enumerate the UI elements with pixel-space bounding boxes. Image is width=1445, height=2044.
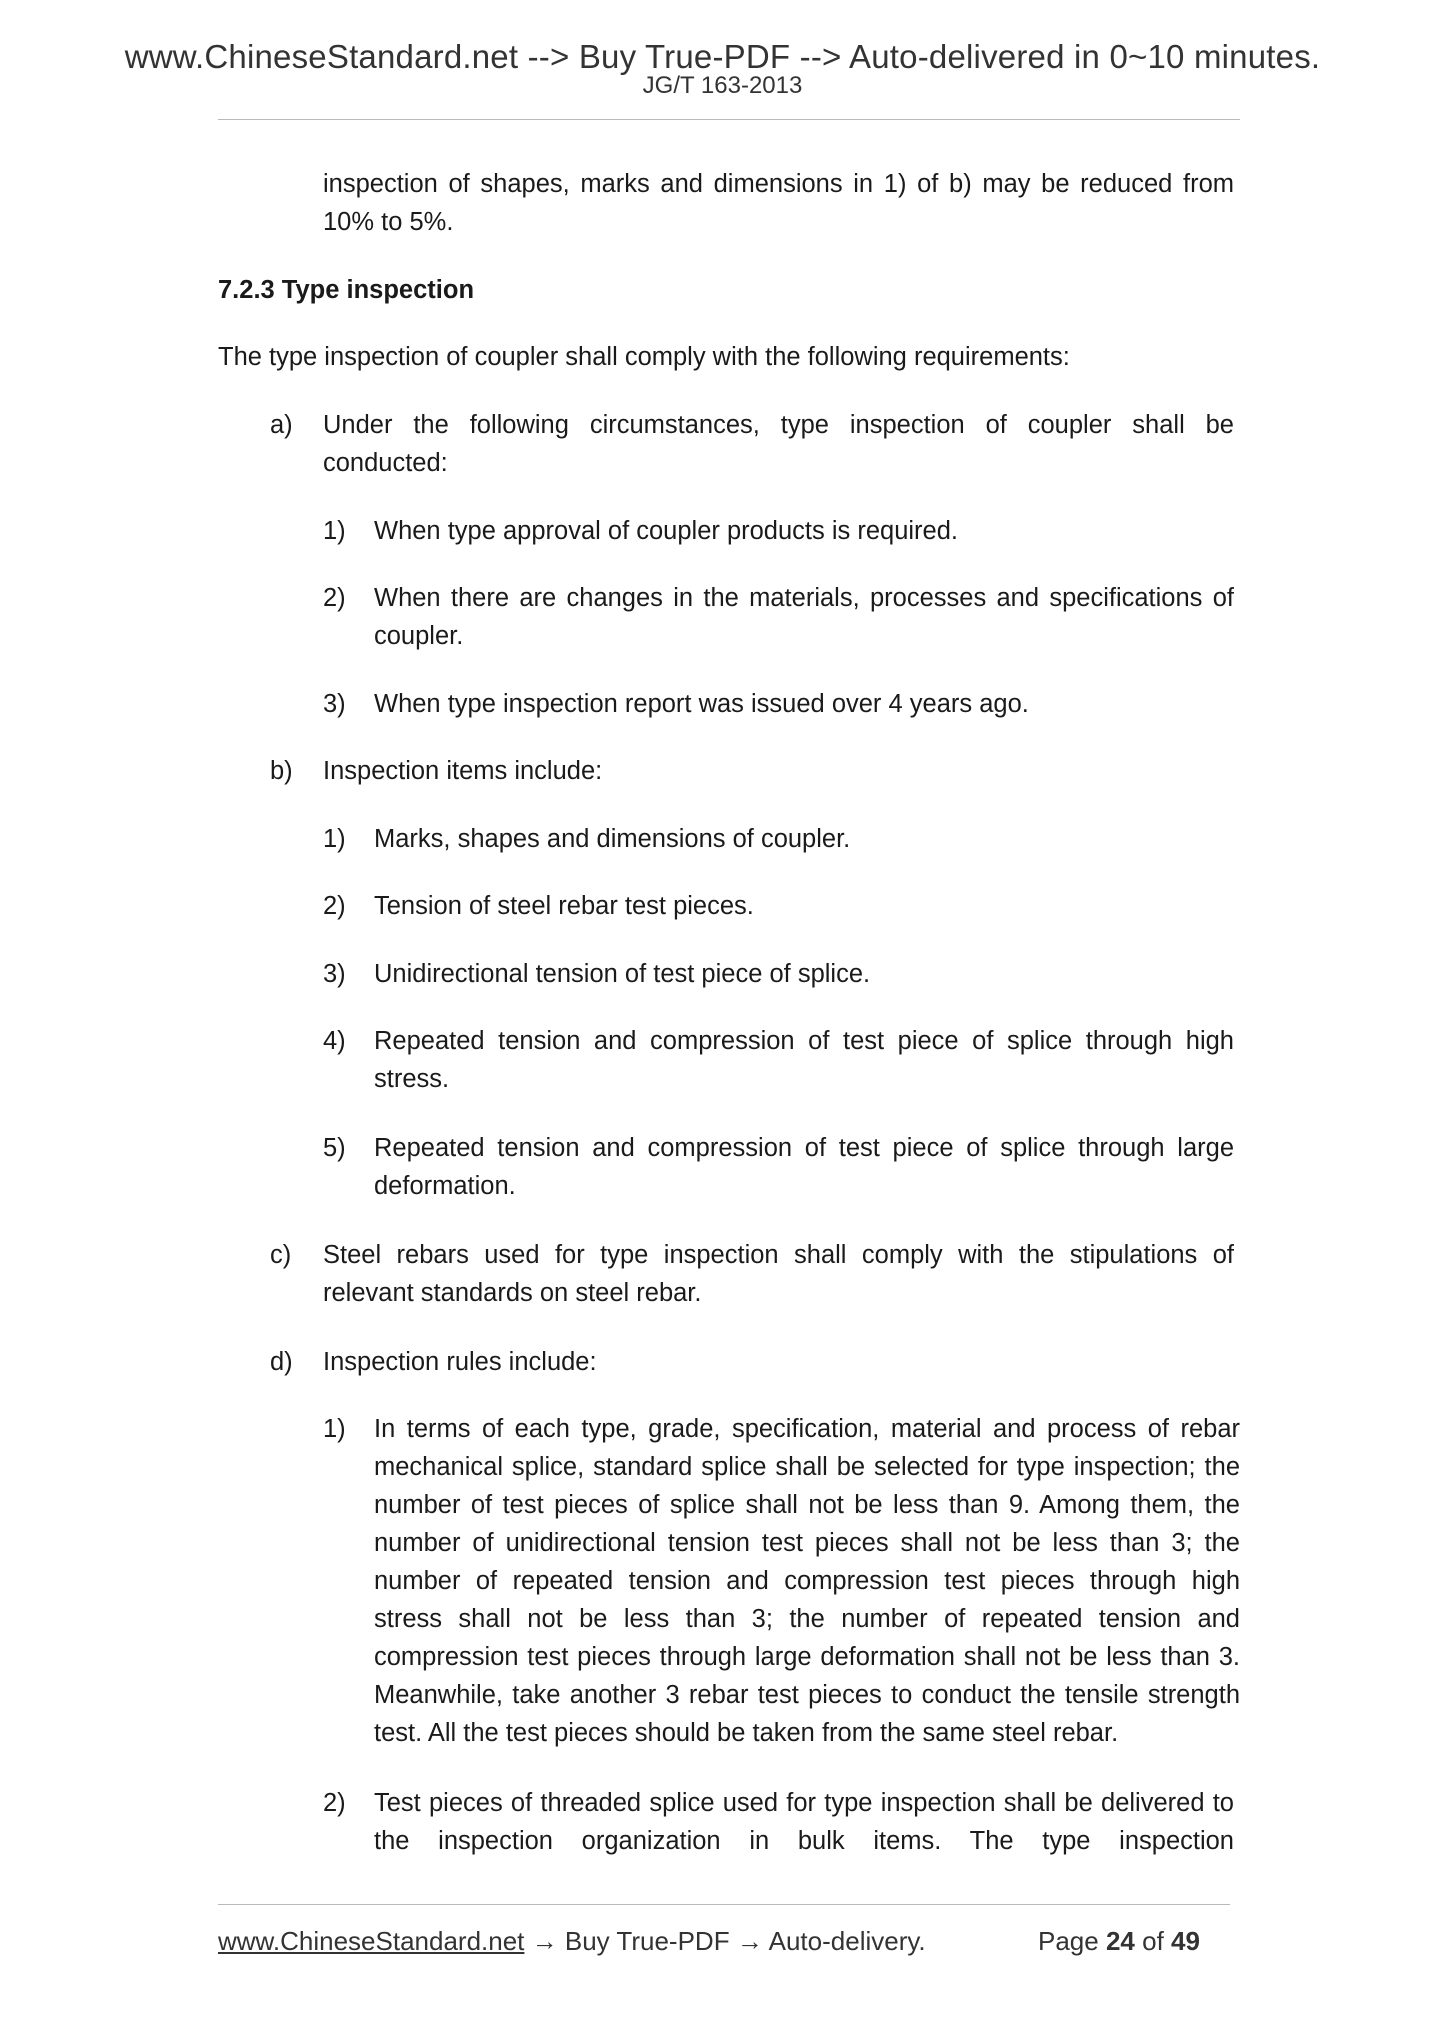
header-banner: www.ChineseStandard.net --> Buy True-PDF --> Auto-delivered in 0~10 minutes.: [124, 38, 1321, 75]
footer-auto-text: Auto-delivery.: [768, 1926, 926, 1956]
total-pages: 49: [1171, 1926, 1200, 1956]
page-indicator: [1038, 1923, 1200, 1959]
list-num: 3): [323, 960, 346, 988]
list-item: When there are changes in the materials, processes and specifications of coupler.: [374, 584, 1234, 650]
section-heading: 7.2.3 Type inspection: [218, 276, 475, 304]
list-num: 2): [323, 892, 346, 920]
list-item: In terms of each type, grade, specification, material and process of rebar mechanical splice, standard splice shall be selected for type inspection; the number of test pieces of splice shall not be less than 9. Among them, the number of unidirectional tension test pieces shall not be less than 3; the number of repeated tension and compression test pieces through high stress shall not be less than 3; the number of repeated tension and compression test pieces through large deformation shall not be less than 3. Meanwhile, take another 3 rebar test pieces to conduct the tensile strength test. All the test pieces should be taken from the same steel rebar.: [374, 1415, 1240, 1747]
list-label-c: c): [270, 1241, 292, 1269]
list-num: 2): [323, 584, 346, 612]
list-num: 5): [323, 1134, 346, 1162]
list-num: 3): [323, 690, 346, 718]
lead-paragraph: The type inspection of coupler shall comply with the following requirements:: [218, 343, 1070, 371]
list-item-a: Under the following circumstances, type inspection of coupler shall be conducted:: [323, 411, 1234, 477]
page-number: 24: [1105, 1926, 1135, 1956]
list-item: Marks, shapes and dimensions of coupler.: [374, 825, 851, 853]
list-label-d: d): [270, 1348, 293, 1376]
list-item: Repeated tension and compression of test piece of splice through large deformation.: [374, 1134, 1234, 1200]
intro-paragraph: inspection of shapes, marks and dimensions in 1) of b) may be reduced from 10% to 5%.: [323, 170, 1234, 236]
page-label: Page: [1038, 1926, 1099, 1956]
list-item: Tension of steel rebar test pieces.: [374, 892, 754, 920]
arrow-right-icon: →: [736, 1926, 763, 1956]
footer-buy-text: Buy True-PDF: [564, 1926, 730, 1956]
list-num: 2): [323, 1789, 346, 1817]
header-divider: [218, 119, 1240, 120]
list-label-a: a): [270, 411, 293, 439]
list-item: Repeated tension and compression of test piece of splice through high stress.: [374, 1027, 1234, 1093]
footer-site-link[interactable]: www.ChineseStandard.net: [218, 1926, 525, 1956]
list-item-b: Inspection items include:: [323, 757, 603, 785]
list-item-c: Steel rebars used for type inspection shall comply with the stipulations of relevant standards on steel rebar.: [323, 1241, 1234, 1307]
list-num: 4): [323, 1027, 346, 1055]
of-label: of: [1142, 1926, 1164, 1956]
list-item: Unidirectional tension of test piece of splice.: [374, 960, 871, 988]
list-item: Test pieces of threaded splice used for type inspection shall be delivered to the inspection organization in bulk items. The type inspection: [374, 1789, 1234, 1855]
document-id: JG/T 163-2013: [642, 72, 803, 99]
footer-divider: [218, 1904, 1230, 1905]
list-num: 1): [323, 517, 346, 545]
list-label-b: b): [270, 757, 293, 785]
arrow-right-icon: →: [531, 1926, 558, 1956]
list-item: When type inspection report was issued over 4 years ago.: [374, 690, 1029, 718]
list-num: 1): [323, 1415, 346, 1443]
list-num: 1): [323, 825, 346, 853]
footer-left: [218, 1923, 926, 1959]
list-item: When type approval of coupler products is required.: [374, 517, 958, 545]
list-item-d: Inspection rules include:: [323, 1348, 597, 1376]
